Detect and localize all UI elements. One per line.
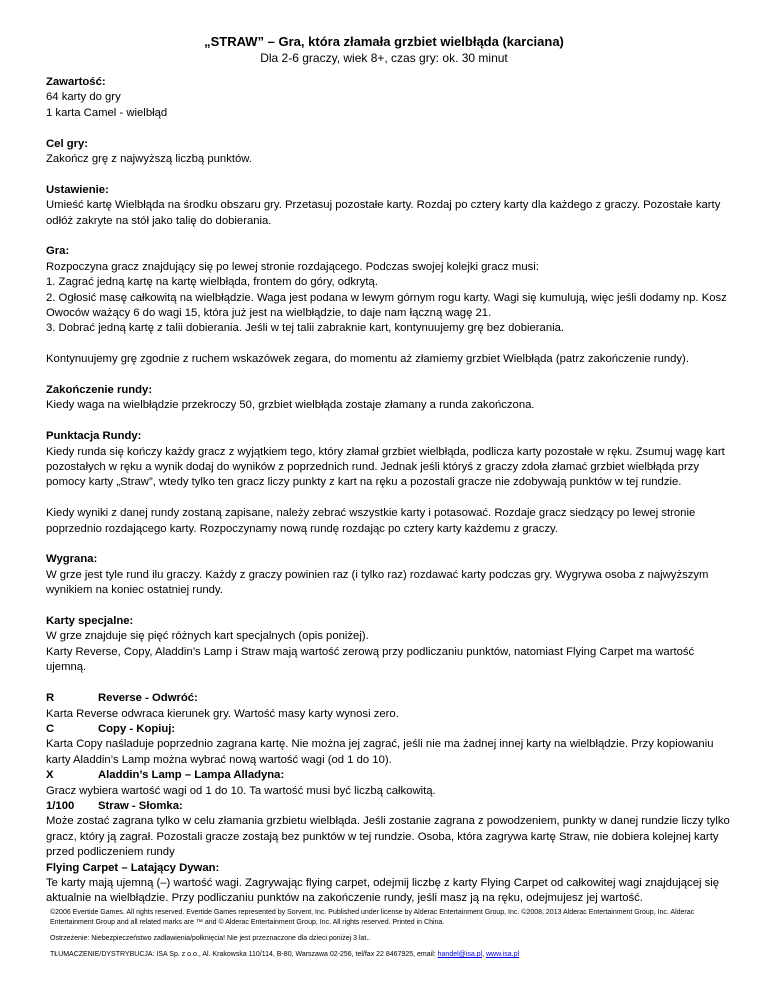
paragraph-play-continue [46,352,736,367]
section-heading: Ustawienie: [46,183,109,196]
section-heading: Gra: [46,245,70,258]
paragraph: Rozpoczyna gracz znajdujący się po lewej stronie rozdającego. Podczas swojej kolejki gracz musi: [46,260,539,273]
page-title: „STRAW” – Gra, która złamała grzbiet wielbłąda (karciana) [204,34,564,49]
section-round-end [46,383,736,414]
card-heading [46,691,736,706]
page-subtitle: Dla 2-6 graczy, wiek 8+, czas gry: ok. 30 minut [260,51,508,65]
card-heading [46,722,736,737]
section-special-cards [46,614,736,676]
footer-warning: Ostrzeżenie: Niebezpieczeństwo zadławienia/połknięcia! Nie jest przeznaczone dla dzieci poniżej 3 lat.. [50,935,371,942]
section-setup [46,183,736,229]
card-entry-straw [46,799,736,861]
card-description: Karta Copy naśladuje poprzednio zagrana kartę. Nie można jej zagrać, jeśli nie ma żadnej innej karty na wielbłądzie. Przy kopiowaniu karty Aladdin’s Lamp można wybrać nową wartość wagi (od 1 do 10). [46,738,714,766]
link-separator: , [482,951,486,958]
rule-step: 2. Ogłosić masę całkowitą na wielbłądzie. Waga jest podana w lewym górnym rogu karty. Wagi się kumulują, więc jeśli dodamy np. Kosz Owoców ważący 6 do wagi 15, która już jest na wielbłądzie, to daje nam łączną wagę 21. [46,291,727,320]
card-heading [46,799,736,814]
card-description: Te karty mają ujemną (–) wartość wagi. Zagrywając flying carpet, odejmij liczbę z karty Flying Carpet od całkowitej wagi znajdującej się aktualnie na wielbłądzie. Przy podliczaniu punktów na zakończenie rundy, jeśli masz ją na ręku, odejmujesz jej wartość. [46,876,720,905]
document-body [46,75,736,922]
section-goal [46,137,736,168]
card-name: Aladdin’s Lamp – Lampa Alladyna: [98,769,285,782]
paragraph: Zakończ grę z najwyższą liczbą punktów. [46,153,252,166]
card-code: R [46,692,55,705]
paragraph: Kiedy runda się kończy każdy gracz z wyjątkiem tego, który złamał grzbiet wielbłąda, podlicza karty pozostałe w ręku. Zsumuj wagę kart pozostałych w ręku a wynik dodaj do wyników z poprzednich rund. Jednak jeśli któryś z graczy zdoła złamać grzbiet wielbłąda przy pomocy karty „Straw”, wtedy tylko ten gracz liczy punkty z kart na ręku a pozostali gracze nie zdobywają punktów w tej rundzie. [46,445,725,489]
paragraph: Kontynuujemy grę zgodnie z ruchem wskazówek zegara, do momentu aż złamiemy grzbiet Wielbłąda (patrz zakończenie rundy). [46,353,689,366]
footer-copyright: ©2006 Evertide Games. All rights reserved. Evertide Games represented by Sorvent, Inc. Published under license by Alderac Entertainment Group, Inc. ©2008, 2013 Alderac Entertainment Group, Inc. Alderac Entertainment Group and all related marks are ™ and © Alderac Entertainment Group, Inc. All rights reserved. Printed in China. [50,909,695,926]
card-name: Flying Carpet – Latający Dywan: [46,861,220,874]
section-heading: Cel gry: [46,137,89,150]
rule-step: 3. Dobrać jedną kartę z talii dobierania. Jeśli w tej talii zabraknie kart, kontynuujemy grę bez dobierania. [46,322,565,335]
section-heading: Zakończenie rundy: [46,384,153,397]
card-name: Straw - Słomka: [98,799,183,812]
rule-step: 1. Zagrać jedną kartę na kartę wielbłąda, frontem do góry, odkrytą. [46,276,378,289]
card-list [46,691,736,907]
paragraph: Karty Reverse, Copy, Aladdin’s Lamp i Straw mają wartość zerową przy podliczaniu punktów, natomiast Flying Carpet ma wartość ujemną. [46,645,695,674]
paragraph: Kiedy waga na wielbłądzie przekroczy 50, grzbiet wielbłąda zostaje złamany a runda zakończona. [46,399,535,412]
footer-distributor [50,950,730,960]
section-heading: Punktacja Rundy: [46,430,142,443]
paragraph: W grze znajduje się pięć różnych kart specjalnych (opis poniżej). [46,630,369,643]
paragraph-scoring-continue [46,506,736,537]
card-name: Copy - Kopiuj: [98,722,176,735]
section-heading: Zawartość: [46,76,106,88]
card-entry-reverse [46,691,736,722]
paragraph: 64 karty do gry [46,91,121,104]
card-entry-flying-carpet [46,861,736,907]
card-entry-copy [46,722,736,768]
card-name: Reverse - Odwróć: [98,692,198,705]
section-heading: Karty specjalne: [46,615,134,628]
card-entry-aladdins-lamp [46,768,736,799]
paragraph: 1 karta Camel - wielbłąd [46,106,168,119]
card-description: Gracz wybiera wartość wagi od 1 do 10. Ta wartość musi być liczbą całkowitą. [46,784,436,797]
card-code: C [46,722,55,735]
card-heading [46,768,736,783]
section-play [46,244,736,336]
email-link[interactable]: handel@isa.pl [437,951,483,958]
section-contents [46,75,736,121]
card-code: 1/100 [46,799,75,812]
card-heading [46,861,736,876]
card-code: X [46,769,54,782]
card-description: Karta Reverse odwraca kierunek gry. Wartość masy karty wynosi zero. [46,707,399,720]
paragraph: W grze jest tyle rund ilu graczy. Każdy z graczy powinien raz (i tylko raz) rozdawać karty podczas gry. Wygrywa osoba z najwyższym wynikiem na koniec ostatniej rundy. [46,568,709,597]
card-description: Może zostać zagrana tylko w celu złamania grzbietu wielbłąda. Jeśli zostanie zagrana z powodzeniem, punkty w danej rundzie liczy tylko gracz, który ją zagrał. Pozostali gracze zostają bez punktów w tej rundzie. Osoba, która zagrywa kartę Straw, nie dobiera kolejnej karty przed podliczeniem rundy [46,815,730,859]
paragraph: Umieść kartę Wielbłąda na środku obszaru gry. Przetasuj pozostałe karty. Rozdaj po cztery karty dla każdego z graczy. Pozostałe karty odłóż zakryte na stół jako talię do dobierania. [46,199,721,227]
section-scoring [46,429,736,491]
website-link[interactable]: www.isa.pl [486,951,520,958]
paragraph: Kiedy wyniki z danej rundy zostaną zapisane, należy zebrać wszystkie karty i potasować. Rozdaje gracz siedzący po lewej stronie poprzednio rozdającego karty. Rozpoczynamy nową rundę rozdając po cztery karty każdemu z graczy. [46,507,696,535]
section-heading: Wygrana: [46,553,98,566]
distributor-text: TŁUMACZENIE/DYSTRYBUCJA: ISA Sp. z o.o., Al. Krakowska 110/114, B-80, Warszawa 02-256, tel/fax 22 8467925, email: [50,951,438,958]
section-winning [46,552,736,598]
